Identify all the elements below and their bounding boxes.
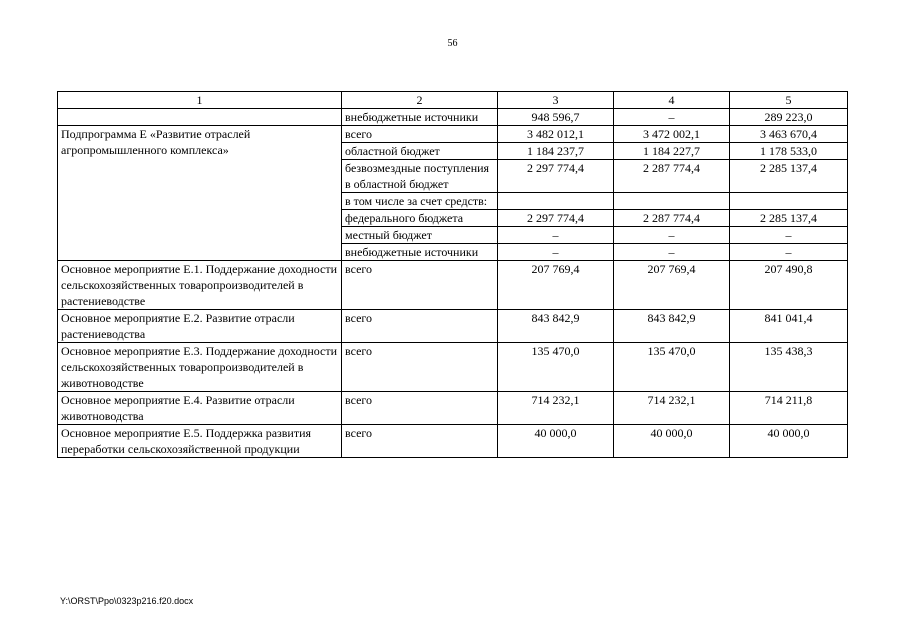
funding-source-cell: внебюджетные источники [342,109,498,126]
value-cell [498,193,614,210]
value-cell: 40 000,0 [614,425,730,458]
activity-e2-cell: Основное мероприятие Е.2. Развитие отрасли растениеводства [58,310,342,343]
table-row [58,425,848,458]
funding-source-cell: всего [342,392,498,425]
value-cell: 40 000,0 [730,425,848,458]
funding-source-cell: всего [342,310,498,343]
value-cell [614,193,730,210]
table-row [58,109,848,126]
table-row [58,126,848,143]
value-cell: 135 470,0 [498,343,614,392]
funding-source-cell: всего [342,343,498,392]
value-cell: 714 232,1 [498,392,614,425]
value-cell: 207 769,4 [498,261,614,310]
activity-e3-cell: Основное мероприятие Е.3. Поддержание доходности сельскохозяйственных товаропроизводителей в животноводстве [58,343,342,392]
value-cell: 3 472 002,1 [614,126,730,143]
page-number: 56 [447,38,458,49]
activity-e4-cell: Основное мероприятие Е.4. Развитие отрасли животноводства [58,392,342,425]
value-cell: 843 842,9 [498,310,614,343]
value-cell [730,193,848,210]
value-cell: 1 178 533,0 [730,143,848,160]
header-col-1: 1 [58,92,342,109]
funding-source-cell: областной бюджет [342,143,498,160]
funding-source-cell: в том числе за счет средств: [342,193,498,210]
value-cell: 2 287 774,4 [614,160,730,193]
value-cell: – [730,244,848,261]
value-cell: 948 596,7 [498,109,614,126]
value-cell: 714 211,8 [730,392,848,425]
value-cell: – [614,227,730,244]
header-col-2: 2 [342,92,498,109]
row-label-cell [58,109,342,126]
value-cell: 135 438,3 [730,343,848,392]
value-cell: 714 232,1 [614,392,730,425]
value-cell: 207 490,8 [730,261,848,310]
funding-source-cell: федерального бюджета [342,210,498,227]
funding-source-cell: местный бюджет [342,227,498,244]
value-cell: – [730,227,848,244]
value-cell: 841 041,4 [730,310,848,343]
value-cell: – [498,244,614,261]
value-cell: – [614,109,730,126]
value-cell: – [498,227,614,244]
value-cell: 1 184 237,7 [498,143,614,160]
funding-source-cell: внебюджетные источники [342,244,498,261]
funding-source-cell: безвозмездные поступления в областной бюджет [342,160,498,193]
value-cell: 40 000,0 [498,425,614,458]
table-header-row [58,92,848,109]
value-cell: 3 463 670,4 [730,126,848,143]
value-cell: 2 297 774,4 [498,210,614,227]
subprogram-e-cell: Подпрограмма Е «Развитие отраслей агропромышленного комплекса» [58,126,342,261]
table-row [58,310,848,343]
value-cell: 2 297 774,4 [498,160,614,193]
funding-source-cell: всего [342,425,498,458]
value-cell: 2 285 137,4 [730,210,848,227]
header-col-3: 3 [498,92,614,109]
value-cell: 2 285 137,4 [730,160,848,193]
activity-e1-cell: Основное мероприятие Е.1. Поддержание доходности сельскохозяйственных товаропроизводителей в растениеводстве [58,261,342,310]
value-cell: 207 769,4 [614,261,730,310]
header-col-5: 5 [730,92,848,109]
value-cell: – [614,244,730,261]
value-cell: 289 223,0 [730,109,848,126]
value-cell: 3 482 012,1 [498,126,614,143]
value-cell: 843 842,9 [614,310,730,343]
value-cell: 135 470,0 [614,343,730,392]
table-row [58,343,848,392]
funding-source-cell: всего [342,261,498,310]
activity-e5-cell: Основное мероприятие Е.5. Поддержка развития переработки сельскохозяйственной продукции [58,425,342,458]
value-cell: 2 287 774,4 [614,210,730,227]
table-row [58,392,848,425]
funding-source-cell: всего [342,126,498,143]
table-row [58,261,848,310]
value-cell: 1 184 227,7 [614,143,730,160]
footer-file-path: Y:\ORST\Ppo\0323p216.f20.docx [60,596,194,606]
budget-table [57,91,848,458]
header-col-4: 4 [614,92,730,109]
